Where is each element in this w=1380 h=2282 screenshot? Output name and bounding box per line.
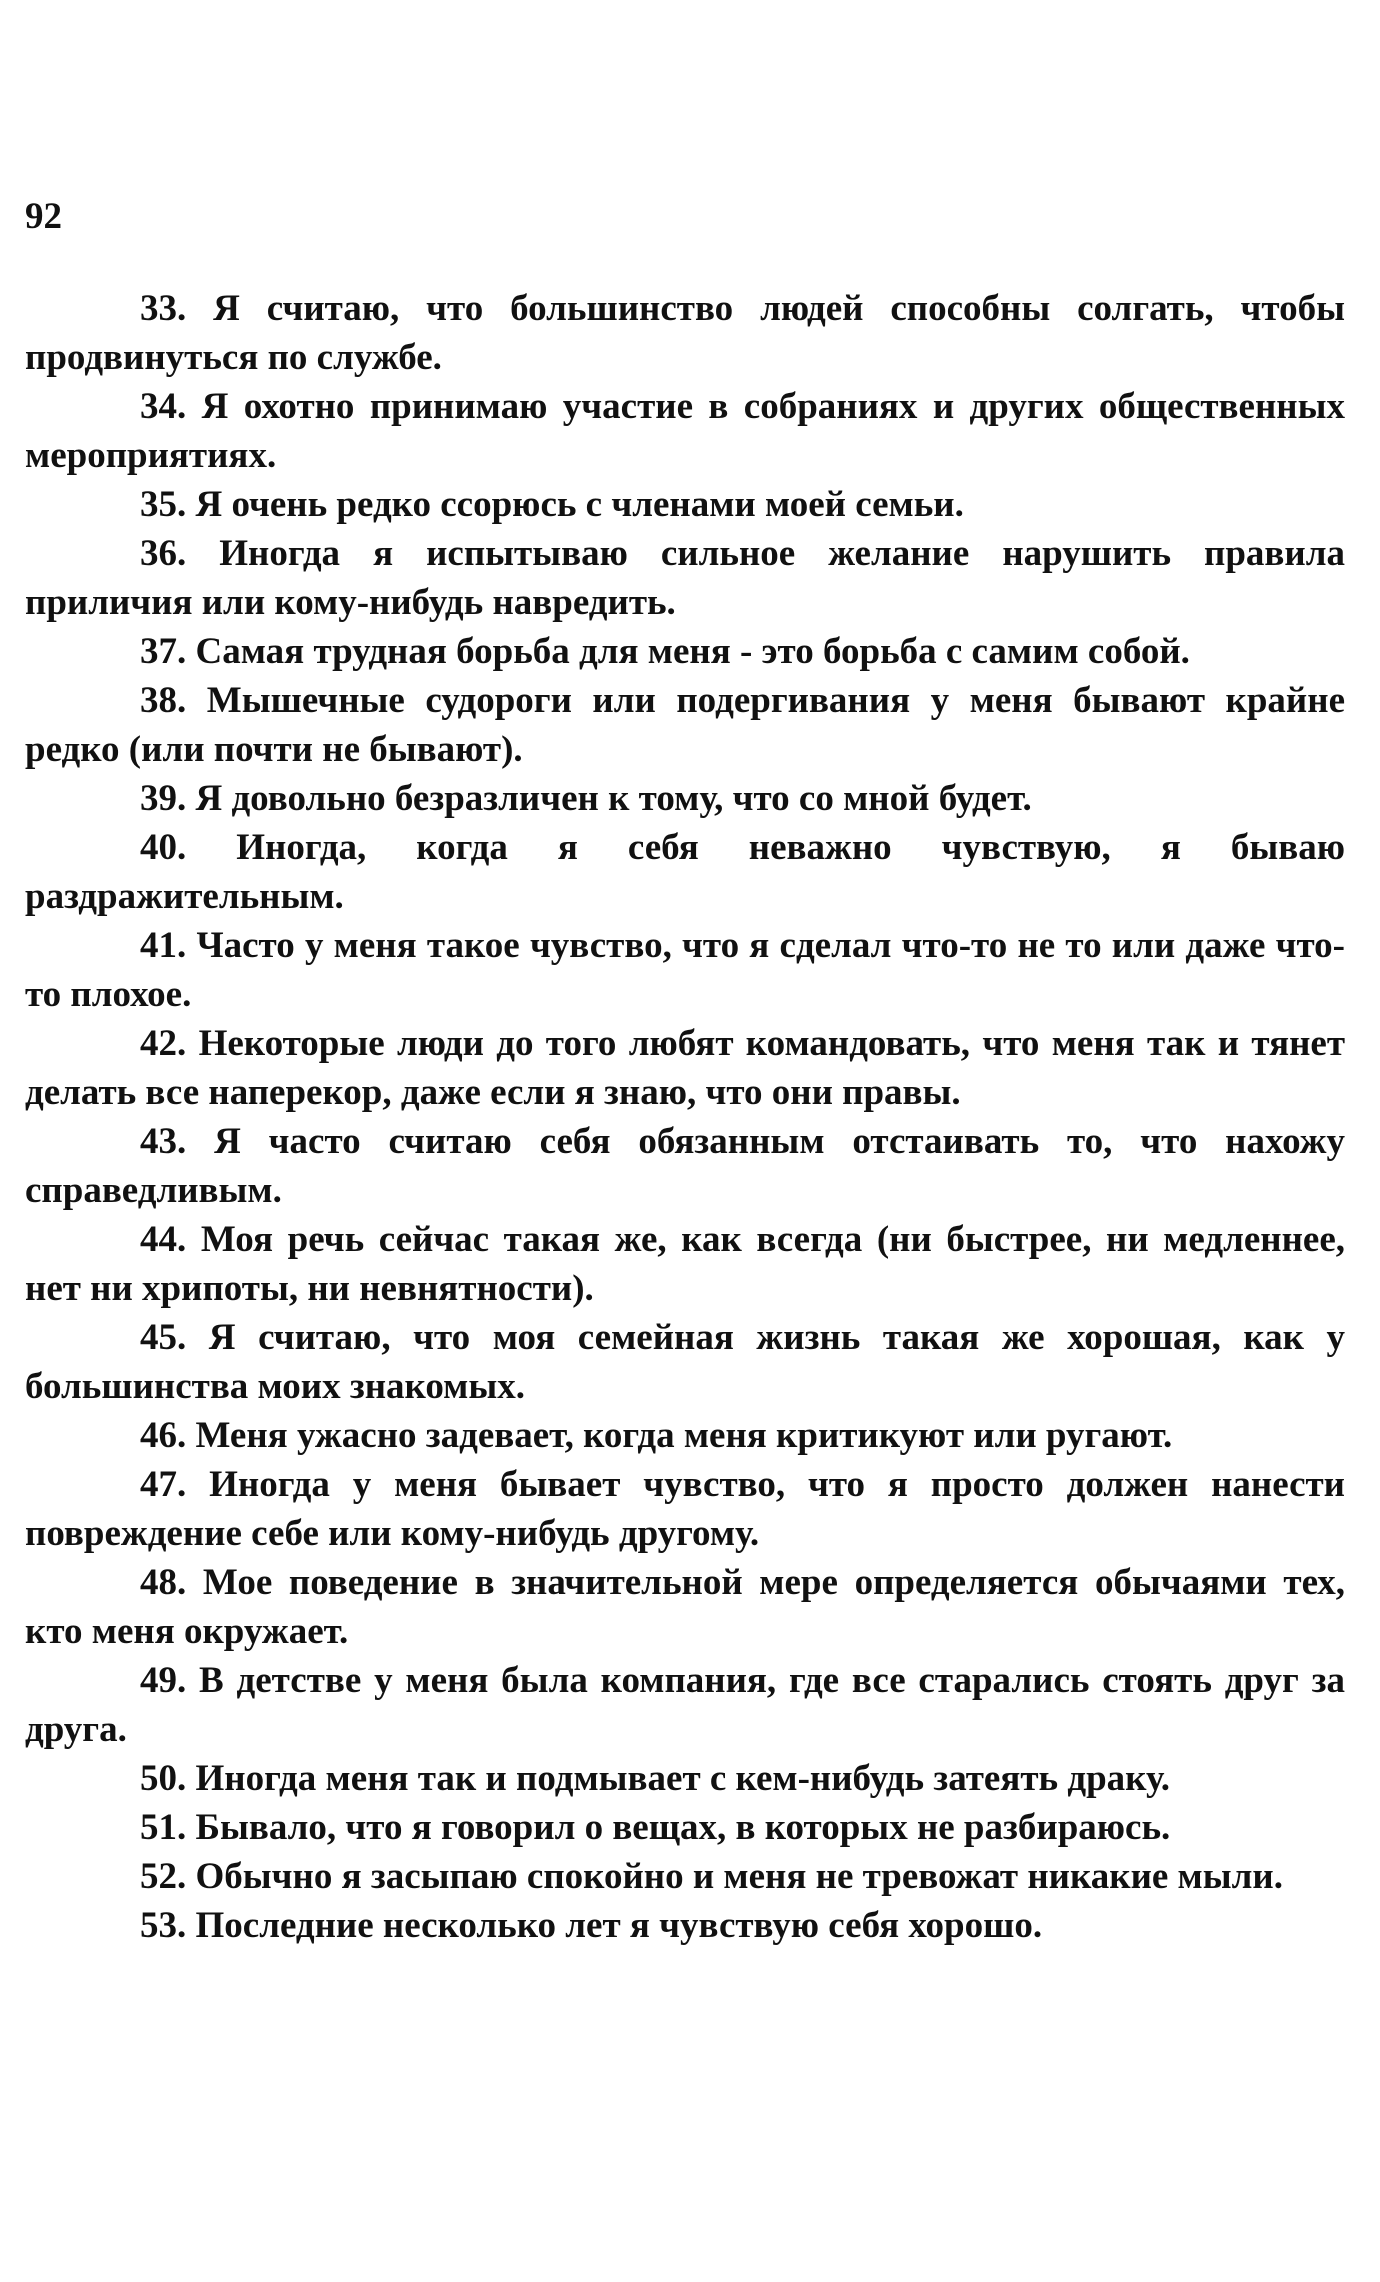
questionnaire-item: 41. Часто у меня такое чувство, что я сделал что-то не то или даже что-то плохое. [25,925,1345,1015]
questionnaire-item: 47. Иногда у меня бывает чувство, что я просто должен нанести повреждение себе или кому-нибудь другому. [25,1464,1345,1554]
questionnaire-item: 48. Мое поведение в значительной мере определяется обычаями тех, кто меня окружает. [25,1562,1345,1652]
questionnaire-item: 38. Мышечные судороги или подергивания у меня бывают крайне редко (или почти не бывают). [25,680,1345,770]
questionnaire-item: 36. Иногда я испытываю сильное желание нарушить правила приличия или кому-нибудь навредить. [25,533,1345,623]
questionnaire-item: 51. Бывало, что я говорил о вещах, в которых не разбираюсь. [140,1807,1171,1848]
questionnaire-item: 34. Я охотно принимаю участие в собраниях и других общественных мероприятиях. [25,386,1345,476]
questionnaire-item: 35. Я очень редко ссорюсь с членами моей семьи. [140,484,964,525]
questionnaire-item: 45. Я считаю, что моя семейная жизнь такая же хорошая, как у большинства моих знакомых. [25,1317,1345,1407]
questionnaire-item: 43. Я часто считаю себя обязанным отстаивать то, что нахожу справедливым. [25,1121,1345,1211]
questionnaire-item: 40. Иногда, когда я себя неважно чувствую, я бываю раздражительным. [25,827,1345,917]
questionnaire-item: 53. Последние несколько лет я чувствую себя хорошо. [140,1905,1043,1946]
questionnaire-item: 33. Я считаю, что большинство людей способны солгать, чтобы продвинуться по службе. [25,288,1345,378]
questionnaire-item: 50. Иногда меня так и подмывает с кем-нибудь затеять драку. [140,1758,1170,1799]
page-number: 92 [25,196,62,237]
questionnaire-items [25,284,1345,1950]
questionnaire-item: 49. В детстве у меня была компания, где все старались стоять друг за друга. [25,1660,1345,1750]
questionnaire-item: 42. Некоторые люди до того любят командовать, что меня так и тянет делать все наперекор, даже если я знаю, что они правы. [25,1023,1345,1113]
questionnaire-item: 52. Обычно я засыпаю спокойно и меня не тревожат никакие мыли. [140,1856,1283,1897]
questionnaire-item: 44. Моя речь сейчас такая же, как всегда (ни быстрее, ни медленнее, нет ни хрипоты, ни невнятности). [25,1219,1345,1309]
questionnaire-item: 46. Меня ужасно задевает, когда меня критикуют или ругают. [140,1415,1173,1456]
questionnaire-item: 39. Я довольно безразличен к тому, что со мной будет. [140,778,1032,819]
questionnaire-item: 37. Самая трудная борьба для меня - это борьба с самим собой. [140,631,1190,672]
